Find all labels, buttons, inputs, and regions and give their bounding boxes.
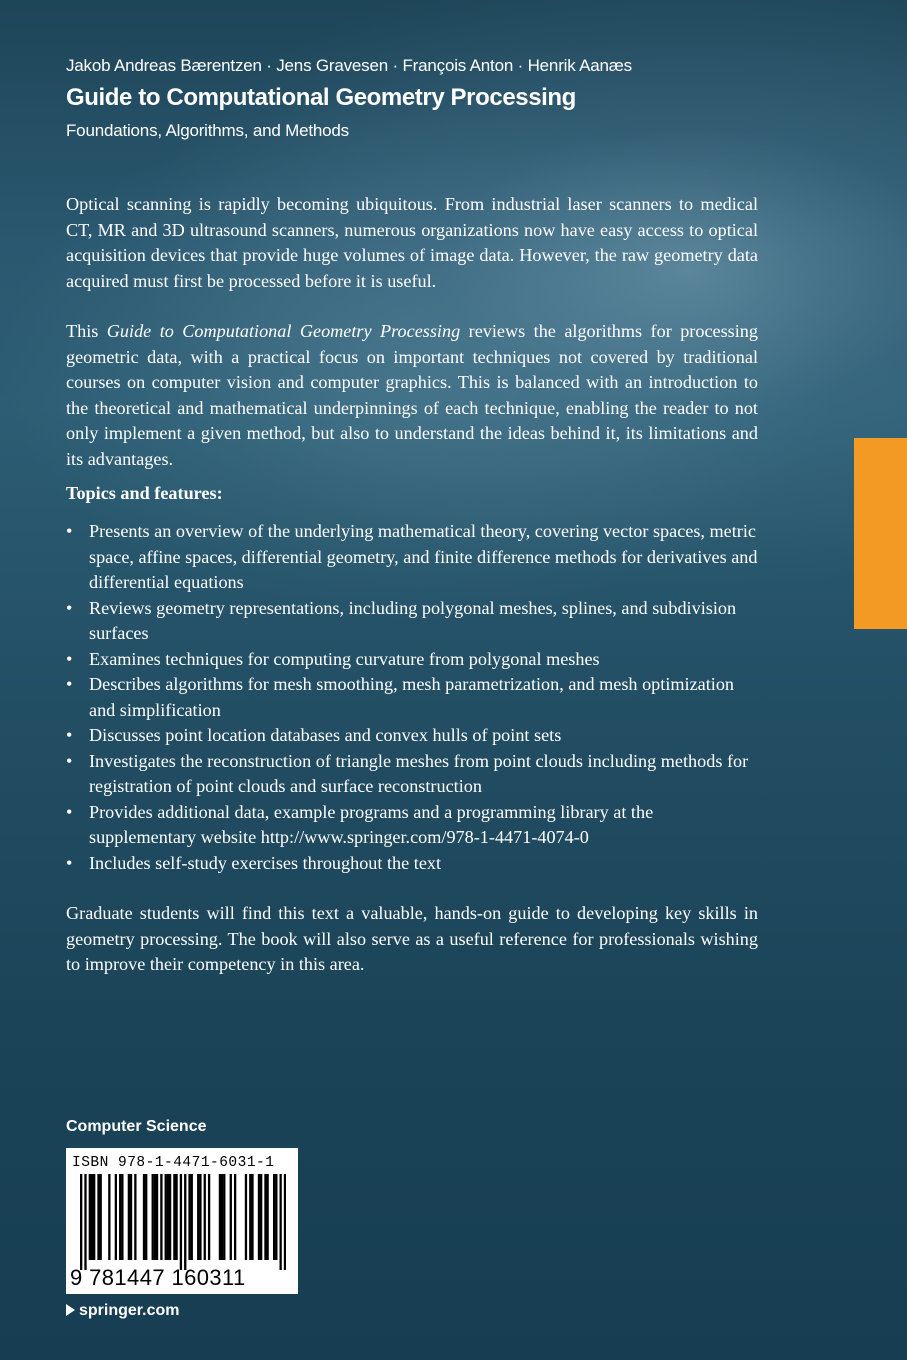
- bullet-icon: •: [66, 648, 73, 669]
- topics-heading: Topics and features:: [66, 483, 223, 503]
- feature-text: Includes self-study exercises throughout the text: [89, 852, 442, 873]
- publisher-link[interactable]: [66, 1302, 179, 1320]
- barcode-bar: [208, 1174, 210, 1260]
- bullet-icon: •: [66, 750, 73, 771]
- feature-item: [66, 596, 758, 647]
- barcode-bar: [167, 1174, 169, 1260]
- barcode-icon: [80, 1174, 286, 1270]
- barcode-bar: [134, 1174, 136, 1260]
- overview-book-title: Guide to Computational Geometry Processing: [106, 321, 461, 341]
- barcode-bar: [100, 1174, 102, 1260]
- barcode-bar: [249, 1174, 251, 1260]
- feature-text: Provides additional data, example programs and a programming library at the supplementary website http://www.springer.com/978-1-4471-4074-0: [89, 801, 654, 847]
- barcode-bar: [284, 1174, 286, 1270]
- barcode-bar: [230, 1174, 232, 1260]
- overview-paragraph: [66, 319, 758, 472]
- barcode-bar: [108, 1174, 110, 1260]
- bullet-icon: •: [66, 521, 73, 541]
- barcode-bar: [156, 1174, 158, 1260]
- barcode-bar: [169, 1174, 171, 1260]
- barcode-bar: [93, 1174, 95, 1260]
- intro-paragraph: Optical scanning is rapidly becoming ubiquitous. From industrial laser scanners to medical CT, MR and 3D ultrasound scanners, numerous organizations now have easy access to optical acquisition devices that provide huge volumes of image data. However, the raw geometry data acquired must first be processed before it is useful.: [66, 194, 758, 291]
- feature-text: Investigates the reconstruction of triangle meshes from point clouds including methods for registration of point clouds and surface reconstruction: [89, 750, 749, 796]
- barcode-bar: [89, 1174, 91, 1260]
- orange-side-tab: [854, 438, 907, 629]
- barcode-bar: [130, 1174, 132, 1260]
- barcode-bar: [143, 1174, 145, 1260]
- barcode-bar: [97, 1174, 99, 1260]
- feature-item: [66, 647, 758, 673]
- barcode-bar: [188, 1174, 190, 1260]
- barcode-bar: [80, 1174, 82, 1270]
- feature-text: Examines techniques for computing curvature from polygonal meshes: [89, 648, 600, 669]
- bullet-icon: •: [66, 852, 73, 873]
- isbn-barcode: [66, 1148, 298, 1294]
- features-list: [66, 519, 758, 876]
- barcode-bar: [119, 1174, 121, 1260]
- barcode-bar: [84, 1174, 86, 1270]
- barcode-bar: [115, 1174, 117, 1260]
- barcode-bar: [266, 1174, 268, 1260]
- publisher-text: springer.com: [79, 1302, 180, 1319]
- authors-line: Jakob Andreas Bærentzen · Jens Gravesen · François Anton · Henrik Aanæs: [66, 56, 632, 75]
- overview-prefix: This: [66, 321, 107, 341]
- barcode-bar: [173, 1174, 175, 1260]
- arrow-right-icon: [66, 1304, 75, 1316]
- feature-item: [66, 800, 758, 851]
- feature-text: Discusses point location databases and convex hulls of point sets: [89, 725, 562, 745]
- barcode-bar: [273, 1174, 275, 1260]
- barcode-bar: [154, 1174, 156, 1260]
- feature-item: [66, 749, 758, 800]
- book-title: Guide to Computational Geometry Processing: [66, 84, 576, 111]
- barcode-bar: [204, 1174, 206, 1260]
- barcode-bar: [152, 1174, 154, 1260]
- barcode-bar: [128, 1174, 130, 1260]
- barcode-bar: [258, 1174, 260, 1260]
- barcode-bar: [234, 1174, 236, 1260]
- overview-rest: reviews the algorithms for processing geometric data, with a practical focus on important techniques not covered by traditional courses on computer vision and computer graphics. This is balanced with an introduction to the theoretical and mathematical underpinnings of each technique, enabling the reader to not only implement a given method, but also to understand the ideas behind it, its limitations and its advantages.: [66, 321, 758, 469]
- book-subtitle: Foundations, Algorithms, and Methods: [66, 121, 349, 140]
- barcode-bar: [145, 1174, 147, 1260]
- bullet-icon: •: [66, 801, 73, 822]
- barcode-bar: [275, 1174, 277, 1260]
- feature-text: Describes algorithms for mesh smoothing, mesh parametrization, and mesh optimization and simplification: [89, 674, 735, 720]
- barcode-bar: [219, 1174, 221, 1260]
- barcode-bar: [191, 1174, 193, 1260]
- barcode-bar: [165, 1174, 167, 1260]
- barcode-bar: [121, 1174, 123, 1260]
- audience-paragraph: Graduate students will find this text a valuable, hands-on guide to developing key skills in geometry processing. The book will also serve as a useful reference for professionals wishing to improve their competency in this area.: [66, 903, 758, 974]
- feature-item: [66, 519, 758, 596]
- barcode-bar: [251, 1174, 253, 1260]
- barcode-bar: [91, 1174, 93, 1260]
- isbn-label: ISBN 978-1-4471-6031-1: [72, 1155, 275, 1171]
- feature-text: Reviews geometry representations, including polygonal meshes, splines, and subdivision surfaces: [89, 597, 737, 643]
- bullet-icon: •: [66, 674, 73, 694]
- barcode-bar: [260, 1174, 262, 1260]
- feature-item: [66, 723, 758, 749]
- barcode-bar: [160, 1174, 162, 1260]
- barcode-bar: [245, 1174, 247, 1260]
- barcode-bar: [223, 1174, 225, 1260]
- bullet-icon: •: [66, 725, 73, 745]
- barcode-bar: [221, 1174, 223, 1260]
- barcode-bar: [184, 1174, 186, 1270]
- bullet-icon: •: [66, 597, 73, 618]
- feature-text: Presents an overview of the underlying mathematical theory, covering vector spaces, metric space, affine spaces, differential geometry, and finite difference methods for derivatives and differential equations: [89, 521, 758, 592]
- feature-item: [66, 672, 758, 723]
- barcode-bar: [199, 1174, 201, 1260]
- barcode-bar: [180, 1174, 182, 1270]
- barcode-bar: [197, 1174, 199, 1260]
- barcode-bar: [264, 1174, 266, 1260]
- feature-item: [66, 851, 758, 877]
- ean-digits: 9 781447 160311: [70, 1265, 246, 1290]
- barcode-bar: [279, 1174, 281, 1270]
- subject-category: Computer Science: [66, 1118, 207, 1135]
- barcode-bar: [175, 1174, 177, 1260]
